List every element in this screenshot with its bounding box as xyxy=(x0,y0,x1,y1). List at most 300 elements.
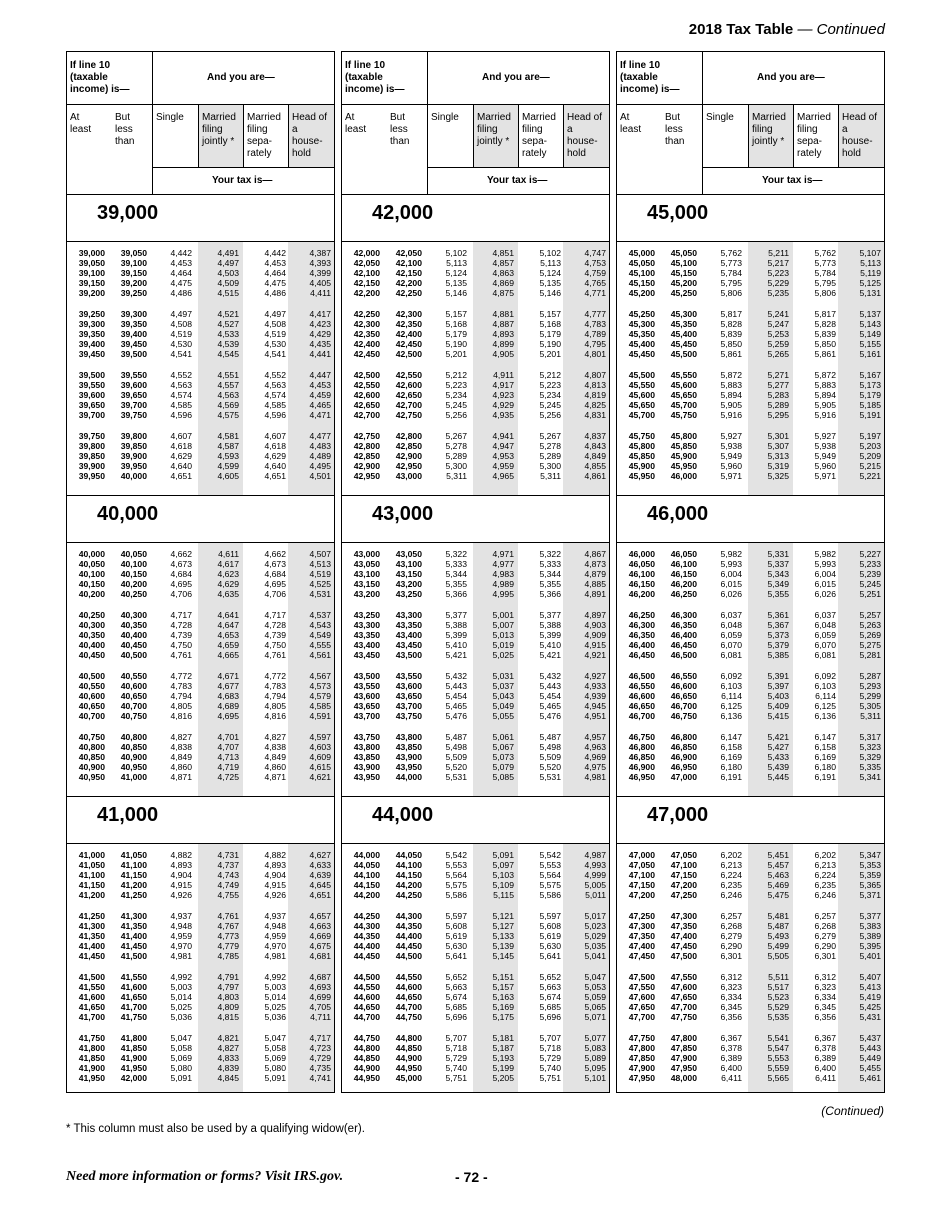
single-tax: 4,618 xyxy=(170,441,192,451)
at-least-value: 41,750 xyxy=(78,1033,105,1043)
table-row xyxy=(342,1073,609,1083)
row-group xyxy=(342,850,609,900)
table-row xyxy=(67,579,334,589)
mfj-tax: 5,553 xyxy=(767,1053,789,1063)
table-row xyxy=(67,1073,334,1083)
table-row xyxy=(67,349,334,359)
table-row xyxy=(67,752,334,762)
hoh-tax: 5,299 xyxy=(859,691,881,701)
single-tax: 5,762 xyxy=(720,248,742,258)
table-row xyxy=(617,410,884,420)
at-least-value: 44,650 xyxy=(353,1002,380,1012)
hoh-tax: 4,933 xyxy=(584,681,606,691)
at-least-value: 45,550 xyxy=(628,380,655,390)
mfj-tax: 4,875 xyxy=(492,288,514,298)
mfs-tax: 5,762 xyxy=(814,248,836,258)
hoh-tax: 4,891 xyxy=(584,589,606,599)
but-less-value: 40,100 xyxy=(120,559,147,569)
mfs-tax: 5,674 xyxy=(539,992,561,1002)
mfs-tax: 5,839 xyxy=(814,329,836,339)
table-row xyxy=(67,640,334,650)
table-row xyxy=(617,931,884,941)
single-tax: 6,257 xyxy=(720,911,742,921)
mfs-tax: 5,586 xyxy=(539,890,561,900)
mfs-tax: 6,114 xyxy=(815,691,836,701)
mfj-tax: 5,097 xyxy=(492,860,514,870)
hoh-tax: 4,693 xyxy=(309,982,331,992)
but-less-value: 45,650 xyxy=(670,390,697,400)
table-row xyxy=(342,701,609,711)
at-least-value: 40,300 xyxy=(78,620,105,630)
mfs-tax: 5,597 xyxy=(539,911,561,921)
hoh-tax: 5,041 xyxy=(584,951,606,961)
single-tax: 4,596 xyxy=(170,410,192,420)
hoh-tax: 4,843 xyxy=(584,441,606,451)
table-row xyxy=(342,1012,609,1022)
single-tax: 5,300 xyxy=(445,461,467,471)
mfs-tax: 5,058 xyxy=(264,1043,286,1053)
single-tax: 5,267 xyxy=(445,431,467,441)
single-tax: 5,850 xyxy=(720,339,742,349)
mfj-tax: 5,397 xyxy=(767,681,789,691)
mfj-tax: 5,175 xyxy=(492,1012,514,1022)
single-tax: 5,454 xyxy=(445,691,467,701)
table-row xyxy=(342,732,609,742)
single-tax: 5,663 xyxy=(445,982,467,992)
but-less-value: 44,600 xyxy=(395,982,422,992)
mfs-tax: 4,574 xyxy=(264,390,286,400)
hoh-tax: 4,771 xyxy=(584,288,606,298)
single-tax: 4,651 xyxy=(170,471,192,481)
single-tax: 5,575 xyxy=(445,880,467,890)
table-row xyxy=(617,860,884,870)
mfj-tax: 4,515 xyxy=(217,288,239,298)
at-least-value: 42,750 xyxy=(353,431,380,441)
table-row xyxy=(342,860,609,870)
mfj-tax: 5,439 xyxy=(767,762,789,772)
hoh-tax: 4,747 xyxy=(584,248,606,258)
at-least-value: 43,200 xyxy=(353,589,380,599)
but-less-value: 39,150 xyxy=(120,268,147,278)
but-less-value: 45,100 xyxy=(670,258,697,268)
at-least-value: 41,250 xyxy=(78,911,105,921)
single-tax: 5,498 xyxy=(445,742,467,752)
single-tax: 5,476 xyxy=(445,711,467,721)
but-less-value: 44,800 xyxy=(395,1033,422,1043)
at-least-value: 43,000 xyxy=(353,549,380,559)
but-less-value: 45,250 xyxy=(670,288,697,298)
single-tax: 5,597 xyxy=(445,911,467,921)
single-tax: 5,608 xyxy=(445,921,467,931)
mfj-tax: 4,707 xyxy=(217,742,239,752)
your-tax-label: Your tax is— xyxy=(212,175,273,186)
single-tax: 4,849 xyxy=(170,752,192,762)
mfj-tax: 5,271 xyxy=(767,370,789,380)
thousand-heading xyxy=(67,496,334,543)
mfj-tax: 5,007 xyxy=(492,620,514,630)
hoh-tax: 5,269 xyxy=(859,630,881,640)
single-tax: 5,025 xyxy=(170,1002,192,1012)
mfj-tax: 5,229 xyxy=(767,278,789,288)
but-less-value: 44,200 xyxy=(395,880,422,890)
table-row xyxy=(617,762,884,772)
mfs-tax: 4,871 xyxy=(264,772,286,782)
single-tax: 5,707 xyxy=(445,1033,467,1043)
but-less-value: 39,650 xyxy=(120,390,147,400)
at-least-label: At least xyxy=(620,112,642,135)
single-tax: 6,213 xyxy=(720,860,742,870)
mfs-tax: 4,981 xyxy=(264,951,286,961)
mfs-tax: 6,356 xyxy=(814,1012,836,1022)
hoh-tax: 4,645 xyxy=(309,880,331,890)
single-tax: 4,761 xyxy=(170,650,192,660)
at-least-value: 41,500 xyxy=(78,972,105,982)
row-group xyxy=(342,1033,609,1083)
at-least-value: 40,250 xyxy=(78,610,105,620)
single-tax: 5,421 xyxy=(445,650,467,660)
single-tax: 5,124 xyxy=(445,268,467,278)
mfj-tax: 4,689 xyxy=(217,701,239,711)
page-number: - 72 - xyxy=(455,1169,488,1185)
mfj-tax: 5,547 xyxy=(767,1043,789,1053)
mfs-tax: 4,937 xyxy=(264,911,286,921)
mfj-tax: 5,451 xyxy=(767,850,789,860)
mfs-tax: 4,651 xyxy=(264,471,286,481)
hoh-tax: 4,543 xyxy=(309,620,331,630)
at-least-value: 41,650 xyxy=(78,1002,105,1012)
single-tax: 6,180 xyxy=(720,762,742,772)
at-least-value: 45,850 xyxy=(628,451,655,461)
at-least-value: 40,500 xyxy=(78,671,105,681)
at-least-value: 46,500 xyxy=(628,671,655,681)
mfj-tax: 5,511 xyxy=(768,972,789,982)
hoh-tax: 5,359 xyxy=(859,870,881,880)
but-less-value: 46,000 xyxy=(670,471,697,481)
mfj-tax: 5,217 xyxy=(767,258,789,268)
single-tax: 4,530 xyxy=(170,339,192,349)
at-least-value: 43,750 xyxy=(353,732,380,742)
mfs-tax: 4,618 xyxy=(264,441,286,451)
table-row xyxy=(342,258,609,268)
at-least-value: 40,950 xyxy=(78,772,105,782)
thousand-label: 44,000 xyxy=(372,804,434,826)
hoh-tax: 4,795 xyxy=(584,339,606,349)
at-least-value: 42,550 xyxy=(353,380,380,390)
hoh-tax: 4,849 xyxy=(584,451,606,461)
at-least-value: 39,000 xyxy=(78,248,105,258)
single-tax: 5,520 xyxy=(445,762,467,772)
mfs-tax: 5,982 xyxy=(814,549,836,559)
row-group xyxy=(67,431,334,481)
mfs-tax: 5,806 xyxy=(814,288,836,298)
mfj-label: Married filing jointly * xyxy=(477,112,511,147)
mfj-tax: 4,779 xyxy=(217,941,239,951)
mfs-tax: 4,596 xyxy=(264,410,286,420)
but-less-value: 39,300 xyxy=(120,309,147,319)
hoh-tax: 5,263 xyxy=(859,620,881,630)
mfs-tax: 6,301 xyxy=(814,951,836,961)
at-least-value: 47,500 xyxy=(628,972,655,982)
but-less-value: 42,200 xyxy=(395,278,422,288)
and-you-are-label: And you are— xyxy=(482,72,550,83)
table-row xyxy=(342,921,609,931)
hoh-tax: 4,825 xyxy=(584,400,606,410)
but-less-value: 42,050 xyxy=(395,248,422,258)
but-less-value: 41,150 xyxy=(120,870,147,880)
single-label: Single xyxy=(431,112,459,123)
mfj-tax: 5,475 xyxy=(767,890,789,900)
but-less-value: 46,100 xyxy=(670,559,697,569)
but-less-value: 44,550 xyxy=(395,972,422,982)
bracket-block xyxy=(342,543,609,797)
mfs-tax: 6,268 xyxy=(814,921,836,931)
mfj-tax: 4,497 xyxy=(217,258,239,268)
at-least-value: 45,300 xyxy=(628,319,655,329)
hoh-tax: 5,071 xyxy=(584,1012,606,1022)
single-tax: 5,234 xyxy=(445,390,467,400)
mfj-tax: 4,959 xyxy=(492,461,514,471)
table-row xyxy=(342,630,609,640)
hoh-tax: 4,981 xyxy=(584,772,606,782)
at-least-value: 44,750 xyxy=(353,1033,380,1043)
hoh-tax: 4,531 xyxy=(309,589,331,599)
single-tax: 5,278 xyxy=(445,441,467,451)
mfs-tax: 5,663 xyxy=(539,982,561,992)
hoh-tax: 5,083 xyxy=(584,1043,606,1053)
hoh-tax: 5,059 xyxy=(584,992,606,1002)
table-row xyxy=(342,579,609,589)
hoh-tax: 4,957 xyxy=(584,732,606,742)
row-group xyxy=(67,549,334,599)
at-least-value: 43,600 xyxy=(353,691,380,701)
row-group xyxy=(342,309,609,359)
table-row xyxy=(67,1033,334,1043)
row-group xyxy=(342,610,609,660)
hoh-tax: 4,441 xyxy=(309,349,331,359)
but-less-value: 42,600 xyxy=(395,380,422,390)
mfs-tax: 4,915 xyxy=(264,880,286,890)
table-row xyxy=(342,559,609,569)
single-tax: 4,992 xyxy=(170,972,192,982)
hoh-tax: 4,765 xyxy=(584,278,606,288)
mfs-tax: 4,783 xyxy=(264,681,286,691)
table-row xyxy=(342,1043,609,1053)
single-tax: 6,103 xyxy=(720,681,742,691)
table-row xyxy=(67,1002,334,1012)
but-less-value: 44,150 xyxy=(395,870,422,880)
mfs-tax: 4,640 xyxy=(264,461,286,471)
table-row xyxy=(67,319,334,329)
at-least-value: 42,650 xyxy=(353,400,380,410)
mfj-tax: 5,127 xyxy=(492,921,514,931)
table-row xyxy=(617,752,884,762)
single-tax: 6,378 xyxy=(720,1043,742,1053)
table-row xyxy=(67,972,334,982)
at-least-value: 46,600 xyxy=(628,691,655,701)
but-less-value: 47,200 xyxy=(670,880,697,890)
table-row xyxy=(617,1033,884,1043)
at-least-value: 41,600 xyxy=(78,992,105,1002)
mfj-tax: 4,857 xyxy=(492,258,514,268)
mfs-tax: 4,508 xyxy=(264,319,286,329)
title-suffix: — Continued xyxy=(797,21,885,38)
at-least-value: 44,400 xyxy=(353,941,380,951)
hoh-tax: 5,413 xyxy=(859,982,881,992)
thousand-label: 39,000 xyxy=(97,202,159,224)
table-row xyxy=(67,1053,334,1063)
mfj-tax: 5,325 xyxy=(767,471,789,481)
at-least-value: 40,050 xyxy=(78,559,105,569)
at-least-value: 45,000 xyxy=(628,248,655,258)
mfj-tax: 4,653 xyxy=(217,630,239,640)
but-less-value: 47,600 xyxy=(670,982,697,992)
at-least-value: 46,000 xyxy=(628,549,655,559)
but-less-value: 42,300 xyxy=(395,309,422,319)
mfj-tax: 4,545 xyxy=(217,349,239,359)
mfs-tax: 6,158 xyxy=(814,742,836,752)
but-less-value: 39,850 xyxy=(120,441,147,451)
table-row xyxy=(67,390,334,400)
single-tax: 4,508 xyxy=(170,319,192,329)
single-tax: 4,673 xyxy=(170,559,192,569)
mfs-tax: 4,761 xyxy=(264,650,286,660)
at-least-value: 40,150 xyxy=(78,579,105,589)
hoh-tax: 4,483 xyxy=(309,441,331,451)
mfj-tax: 4,785 xyxy=(217,951,239,961)
mfj-tax: 4,611 xyxy=(218,549,239,559)
table-row xyxy=(342,951,609,961)
but-less-value: 46,200 xyxy=(670,579,697,589)
hoh-tax: 5,209 xyxy=(859,451,881,461)
table-header xyxy=(342,52,609,195)
at-least-value: 41,450 xyxy=(78,951,105,961)
at-least-value: 39,050 xyxy=(78,258,105,268)
mfj-tax: 4,569 xyxy=(217,400,239,410)
bracket-block xyxy=(67,844,334,1093)
single-tax: 6,059 xyxy=(720,630,742,640)
mfj-tax: 4,755 xyxy=(217,890,239,900)
but-less-value: 43,400 xyxy=(395,630,422,640)
single-tax: 5,542 xyxy=(445,850,467,860)
hoh-tax: 4,699 xyxy=(309,992,331,1002)
mfs-tax: 5,278 xyxy=(539,441,561,451)
hoh-tax: 4,735 xyxy=(309,1063,331,1073)
at-least-value: 42,200 xyxy=(353,288,380,298)
mfj-tax: 4,941 xyxy=(492,431,514,441)
mfs-tax: 4,673 xyxy=(264,559,286,569)
hoh-tax: 5,203 xyxy=(859,441,881,451)
at-least-value: 41,400 xyxy=(78,941,105,951)
row-group xyxy=(617,972,884,1022)
at-least-value: 46,050 xyxy=(628,559,655,569)
hoh-tax: 4,681 xyxy=(309,951,331,961)
at-least-value: 40,800 xyxy=(78,742,105,752)
table-row xyxy=(617,681,884,691)
single-tax: 4,739 xyxy=(170,630,192,640)
hoh-tax: 5,251 xyxy=(859,589,881,599)
hoh-tax: 4,507 xyxy=(309,549,331,559)
table-row xyxy=(617,309,884,319)
hoh-tax: 4,789 xyxy=(584,329,606,339)
table-row xyxy=(617,890,884,900)
single-tax: 5,223 xyxy=(445,380,467,390)
mfs-tax: 5,971 xyxy=(814,471,836,481)
at-least-value: 40,900 xyxy=(78,762,105,772)
hoh-tax: 4,975 xyxy=(584,762,606,772)
table-row xyxy=(617,370,884,380)
but-less-value: 39,400 xyxy=(120,329,147,339)
table-row xyxy=(342,752,609,762)
row-group xyxy=(342,370,609,420)
mfs-tax: 5,553 xyxy=(539,860,561,870)
hoh-tax: 4,759 xyxy=(584,268,606,278)
thousand-label: 46,000 xyxy=(647,503,709,525)
single-tax: 4,926 xyxy=(170,890,192,900)
at-least-value: 47,650 xyxy=(628,1002,655,1012)
row-group xyxy=(342,248,609,298)
mfs-tax: 5,146 xyxy=(539,288,561,298)
mfj-tax: 5,403 xyxy=(767,691,789,701)
single-tax: 6,246 xyxy=(720,890,742,900)
hoh-tax: 5,035 xyxy=(584,941,606,951)
table-row xyxy=(67,569,334,579)
single-label: Single xyxy=(156,112,184,123)
but-less-value: 47,050 xyxy=(670,850,697,860)
single-tax: 5,344 xyxy=(445,569,467,579)
at-least-value: 43,100 xyxy=(353,569,380,579)
single-tax: 5,949 xyxy=(720,451,742,461)
hoh-tax: 5,383 xyxy=(859,921,881,931)
hoh-tax: 5,371 xyxy=(859,890,881,900)
hoh-tax: 5,377 xyxy=(859,911,881,921)
single-tax: 4,629 xyxy=(170,451,192,461)
mfj-tax: 4,509 xyxy=(217,278,239,288)
at-least-value: 42,900 xyxy=(353,461,380,471)
mfj-tax: 5,295 xyxy=(767,410,789,420)
at-least-value: 40,700 xyxy=(78,711,105,721)
but-less-value: 47,000 xyxy=(670,772,697,782)
at-least-value: 43,800 xyxy=(353,742,380,752)
at-least-value: 44,100 xyxy=(353,870,380,880)
hoh-tax: 4,651 xyxy=(309,890,331,900)
at-least-value: 40,550 xyxy=(78,681,105,691)
hoh-tax: 4,927 xyxy=(584,671,606,681)
hoh-tax: 4,855 xyxy=(584,461,606,471)
table-row xyxy=(617,870,884,880)
mfj-tax: 5,565 xyxy=(767,1073,789,1083)
at-least-value: 41,550 xyxy=(78,982,105,992)
mfj-tax: 4,659 xyxy=(217,640,239,650)
mfs-tax: 4,519 xyxy=(264,329,286,339)
at-least-value: 46,300 xyxy=(628,620,655,630)
bracket-block xyxy=(617,844,884,1093)
hoh-tax: 4,753 xyxy=(584,258,606,268)
single-tax: 4,937 xyxy=(170,911,192,921)
hoh-tax: 4,813 xyxy=(584,380,606,390)
single-tax: 6,114 xyxy=(721,691,742,701)
mfs-tax: 5,047 xyxy=(264,1033,286,1043)
mfj-tax: 5,163 xyxy=(492,992,514,1002)
mfs-tax: 5,938 xyxy=(814,441,836,451)
single-tax: 4,585 xyxy=(170,400,192,410)
single-tax: 4,563 xyxy=(170,380,192,390)
mfs-tax: 4,585 xyxy=(264,400,286,410)
single-tax: 5,190 xyxy=(445,339,467,349)
row-group xyxy=(67,1033,334,1083)
table-row xyxy=(342,329,609,339)
mfj-tax: 4,647 xyxy=(217,620,239,630)
but-less-value: 47,800 xyxy=(670,1033,697,1043)
